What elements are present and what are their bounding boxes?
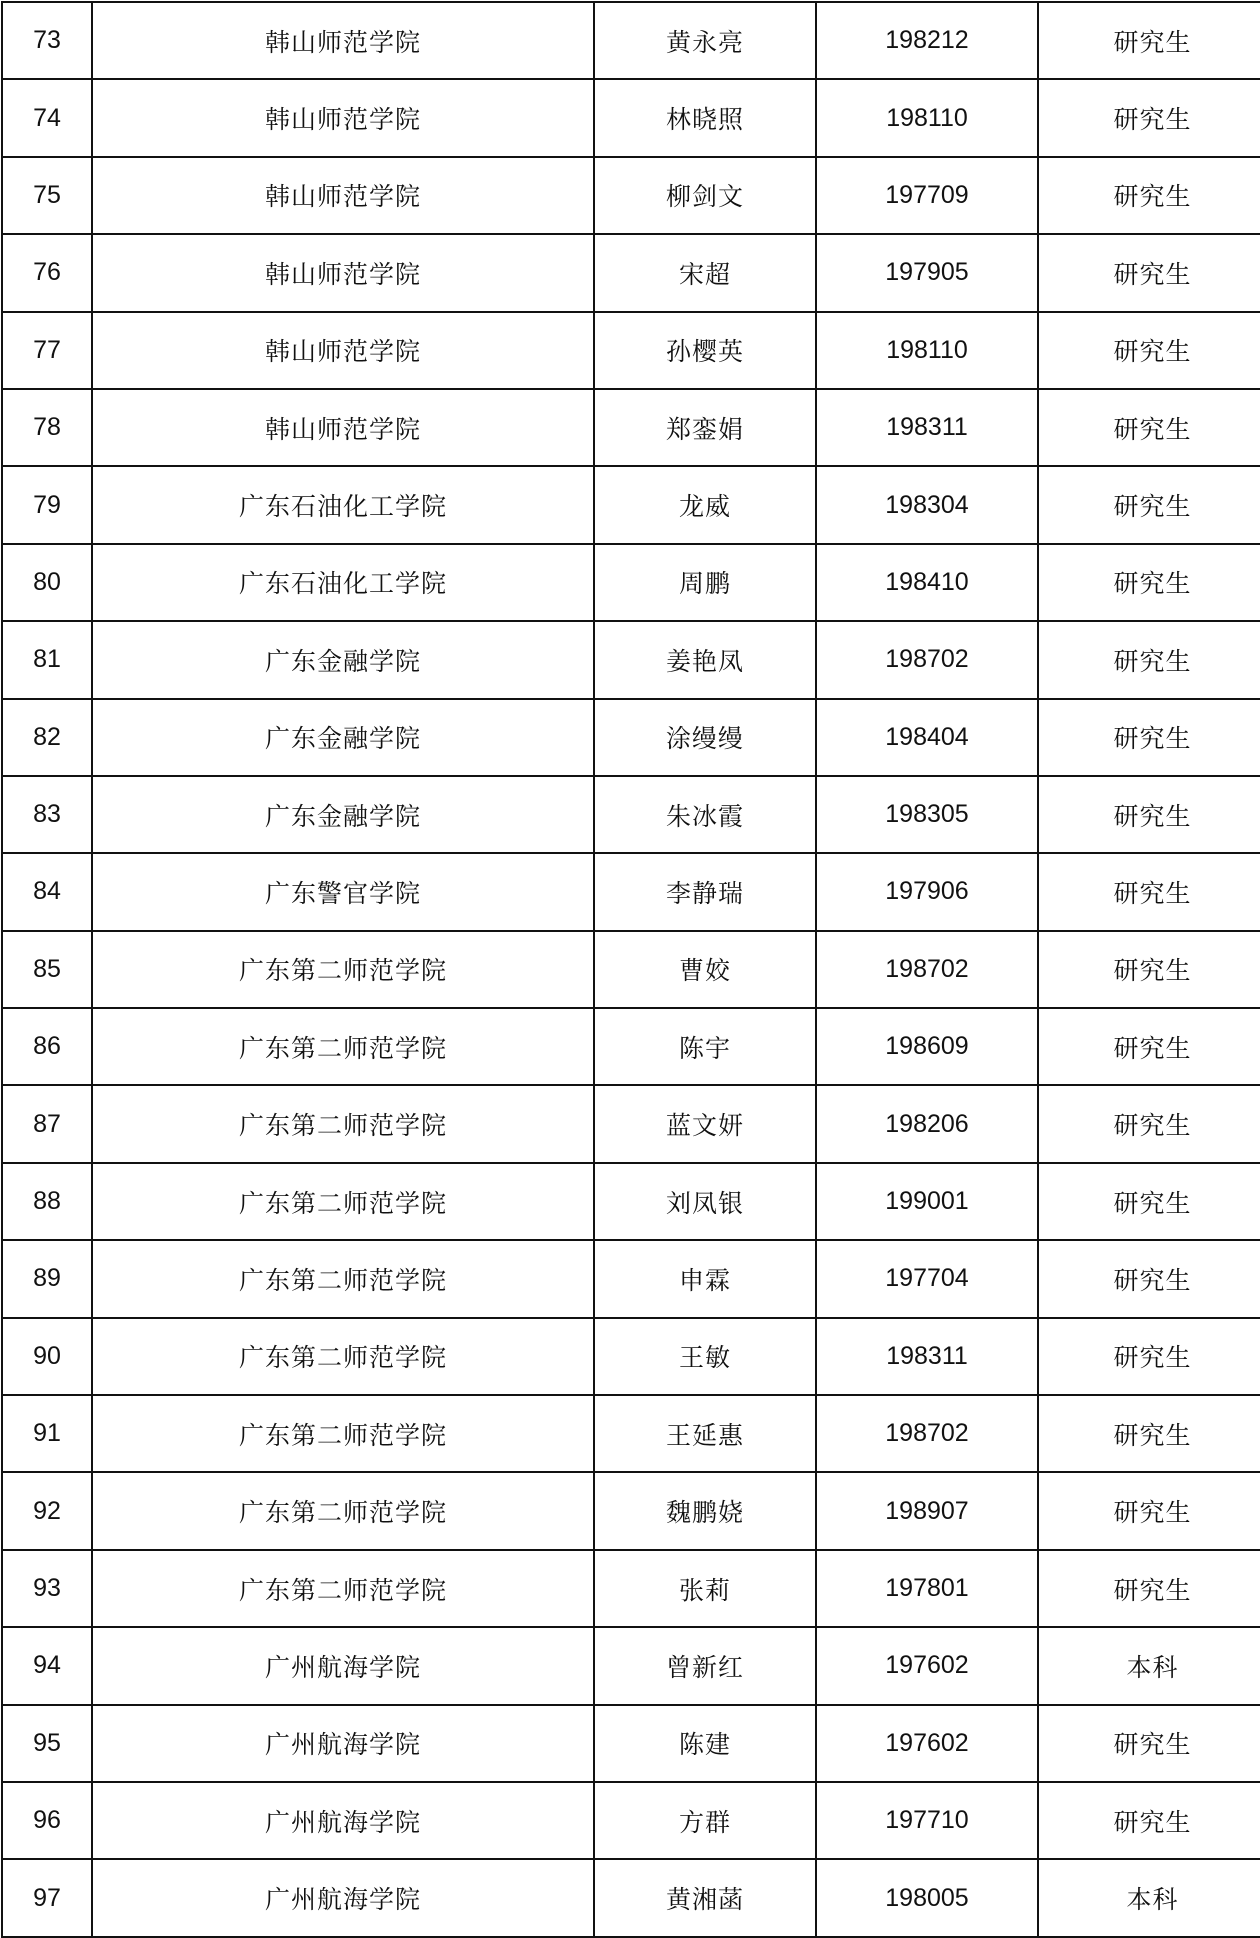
- education-cell: 研究生: [1038, 544, 1260, 621]
- birth-cell: 198311: [816, 1318, 1038, 1395]
- education-cell: 研究生: [1038, 389, 1260, 466]
- table-row: [2, 1240, 1260, 1317]
- unit-cell: 韩山师范学院: [92, 389, 594, 466]
- birth-cell: 197709: [816, 157, 1038, 234]
- name-cell: 朱冰霞: [594, 776, 816, 853]
- name-cell: 孙樱英: [594, 312, 816, 389]
- table-row: [2, 157, 1260, 234]
- unit-cell: 广东第二师范学院: [92, 1395, 594, 1472]
- name-cell: 姜艳凤: [594, 621, 816, 698]
- seq-cell: 74: [2, 79, 92, 156]
- birth-cell: 198110: [816, 312, 1038, 389]
- table-row: [2, 699, 1260, 776]
- name-cell: 宋超: [594, 234, 816, 311]
- seq-cell: 86: [2, 1008, 92, 1085]
- birth-cell: 198206: [816, 1085, 1038, 1162]
- table-row: [2, 853, 1260, 930]
- name-cell: 龙威: [594, 466, 816, 543]
- table-row: [2, 1395, 1260, 1472]
- seq-cell: 73: [2, 2, 92, 79]
- birth-cell: 198005: [816, 1859, 1038, 1936]
- education-cell: 研究生: [1038, 1472, 1260, 1549]
- unit-cell: 广东金融学院: [92, 699, 594, 776]
- seq-cell: 96: [2, 1782, 92, 1859]
- birth-cell: 198702: [816, 1395, 1038, 1472]
- seq-cell: 75: [2, 157, 92, 234]
- unit-cell: 韩山师范学院: [92, 79, 594, 156]
- education-cell: 研究生: [1038, 931, 1260, 1008]
- education-cell: 研究生: [1038, 621, 1260, 698]
- unit-cell: 广东第二师范学院: [92, 1318, 594, 1395]
- unit-cell: 广东石油化工学院: [92, 466, 594, 543]
- table-row: [2, 544, 1260, 621]
- birth-cell: 198404: [816, 699, 1038, 776]
- table-row: [2, 79, 1260, 156]
- seq-cell: 90: [2, 1318, 92, 1395]
- education-cell: 本科: [1038, 1859, 1260, 1936]
- roster-table-body: [2, 2, 1260, 1937]
- name-cell: 李静瑞: [594, 853, 816, 930]
- unit-cell: 韩山师范学院: [92, 234, 594, 311]
- birth-cell: 197602: [816, 1705, 1038, 1782]
- education-cell: 本科: [1038, 1627, 1260, 1704]
- education-cell: 研究生: [1038, 699, 1260, 776]
- name-cell: 王延惠: [594, 1395, 816, 1472]
- seq-cell: 76: [2, 234, 92, 311]
- birth-cell: 198305: [816, 776, 1038, 853]
- birth-cell: 198212: [816, 2, 1038, 79]
- name-cell: 方群: [594, 1782, 816, 1859]
- education-cell: 研究生: [1038, 776, 1260, 853]
- unit-cell: 广州航海学院: [92, 1782, 594, 1859]
- unit-cell: 广东第二师范学院: [92, 1240, 594, 1317]
- seq-cell: 85: [2, 931, 92, 1008]
- seq-cell: 77: [2, 312, 92, 389]
- name-cell: 柳剑文: [594, 157, 816, 234]
- name-cell: 魏鹏娆: [594, 1472, 816, 1549]
- unit-cell: 广东石油化工学院: [92, 544, 594, 621]
- education-cell: 研究生: [1038, 79, 1260, 156]
- table-row: [2, 1859, 1260, 1936]
- unit-cell: 韩山师范学院: [92, 2, 594, 79]
- unit-cell: 广东金融学院: [92, 776, 594, 853]
- name-cell: 蓝文妍: [594, 1085, 816, 1162]
- birth-cell: 198410: [816, 544, 1038, 621]
- table-row: [2, 2, 1260, 79]
- seq-cell: 78: [2, 389, 92, 466]
- seq-cell: 84: [2, 853, 92, 930]
- table-row: [2, 1705, 1260, 1782]
- table-row: [2, 621, 1260, 698]
- unit-cell: 韩山师范学院: [92, 157, 594, 234]
- table-row: [2, 389, 1260, 466]
- unit-cell: 韩山师范学院: [92, 312, 594, 389]
- unit-cell: 广东第二师范学院: [92, 1163, 594, 1240]
- table-row: [2, 1472, 1260, 1549]
- birth-cell: 197906: [816, 853, 1038, 930]
- table-row: [2, 1627, 1260, 1704]
- education-cell: 研究生: [1038, 1550, 1260, 1627]
- seq-cell: 81: [2, 621, 92, 698]
- name-cell: 涂缦缦: [594, 699, 816, 776]
- education-cell: 研究生: [1038, 157, 1260, 234]
- name-cell: 王敏: [594, 1318, 816, 1395]
- education-cell: 研究生: [1038, 1008, 1260, 1085]
- name-cell: 周鹏: [594, 544, 816, 621]
- name-cell: 刘凤银: [594, 1163, 816, 1240]
- education-cell: 研究生: [1038, 312, 1260, 389]
- name-cell: 张莉: [594, 1550, 816, 1627]
- name-cell: 曹姣: [594, 931, 816, 1008]
- unit-cell: 广东第二师范学院: [92, 1008, 594, 1085]
- unit-cell: 广东金融学院: [92, 621, 594, 698]
- seq-cell: 95: [2, 1705, 92, 1782]
- seq-cell: 82: [2, 699, 92, 776]
- unit-cell: 广东第二师范学院: [92, 1085, 594, 1162]
- education-cell: 研究生: [1038, 466, 1260, 543]
- education-cell: 研究生: [1038, 1782, 1260, 1859]
- seq-cell: 88: [2, 1163, 92, 1240]
- table-row: [2, 1163, 1260, 1240]
- table-row: [2, 1008, 1260, 1085]
- education-cell: 研究生: [1038, 234, 1260, 311]
- name-cell: 曾新红: [594, 1627, 816, 1704]
- table-row: [2, 466, 1260, 543]
- education-cell: 研究生: [1038, 1705, 1260, 1782]
- seq-cell: 97: [2, 1859, 92, 1936]
- birth-cell: 198304: [816, 466, 1038, 543]
- birth-cell: 198907: [816, 1472, 1038, 1549]
- birth-cell: 199001: [816, 1163, 1038, 1240]
- seq-cell: 80: [2, 544, 92, 621]
- seq-cell: 93: [2, 1550, 92, 1627]
- table-row: [2, 1318, 1260, 1395]
- education-cell: 研究生: [1038, 853, 1260, 930]
- name-cell: 林晓照: [594, 79, 816, 156]
- birth-cell: 197905: [816, 234, 1038, 311]
- name-cell: 申霖: [594, 1240, 816, 1317]
- name-cell: 郑銮娟: [594, 389, 816, 466]
- education-cell: 研究生: [1038, 2, 1260, 79]
- name-cell: 陈宇: [594, 1008, 816, 1085]
- education-cell: 研究生: [1038, 1318, 1260, 1395]
- unit-cell: 广州航海学院: [92, 1627, 594, 1704]
- birth-cell: 197801: [816, 1550, 1038, 1627]
- seq-cell: 79: [2, 466, 92, 543]
- seq-cell: 92: [2, 1472, 92, 1549]
- birth-cell: 198311: [816, 389, 1038, 466]
- table-row: [2, 1550, 1260, 1627]
- table-row: [2, 1782, 1260, 1859]
- birth-cell: 197710: [816, 1782, 1038, 1859]
- table-row: [2, 234, 1260, 311]
- unit-cell: 广州航海学院: [92, 1705, 594, 1782]
- unit-cell: 广东第二师范学院: [92, 931, 594, 1008]
- seq-cell: 91: [2, 1395, 92, 1472]
- birth-cell: 197704: [816, 1240, 1038, 1317]
- birth-cell: 198702: [816, 931, 1038, 1008]
- birth-cell: 197602: [816, 1627, 1038, 1704]
- name-cell: 黄湘菡: [594, 1859, 816, 1936]
- seq-cell: 89: [2, 1240, 92, 1317]
- birth-cell: 198702: [816, 621, 1038, 698]
- table-row: [2, 312, 1260, 389]
- seq-cell: 87: [2, 1085, 92, 1162]
- table-row: [2, 776, 1260, 853]
- education-cell: 研究生: [1038, 1163, 1260, 1240]
- birth-cell: 198609: [816, 1008, 1038, 1085]
- seq-cell: 83: [2, 776, 92, 853]
- unit-cell: 广东第二师范学院: [92, 1550, 594, 1627]
- education-cell: 研究生: [1038, 1085, 1260, 1162]
- seq-cell: 94: [2, 1627, 92, 1704]
- roster-table: [1, 1, 1260, 1938]
- table-row: [2, 1085, 1260, 1162]
- unit-cell: 广东第二师范学院: [92, 1472, 594, 1549]
- education-cell: 研究生: [1038, 1395, 1260, 1472]
- unit-cell: 广东警官学院: [92, 853, 594, 930]
- name-cell: 黄永亮: [594, 2, 816, 79]
- education-cell: 研究生: [1038, 1240, 1260, 1317]
- unit-cell: 广州航海学院: [92, 1859, 594, 1936]
- table-row: [2, 931, 1260, 1008]
- birth-cell: 198110: [816, 79, 1038, 156]
- name-cell: 陈建: [594, 1705, 816, 1782]
